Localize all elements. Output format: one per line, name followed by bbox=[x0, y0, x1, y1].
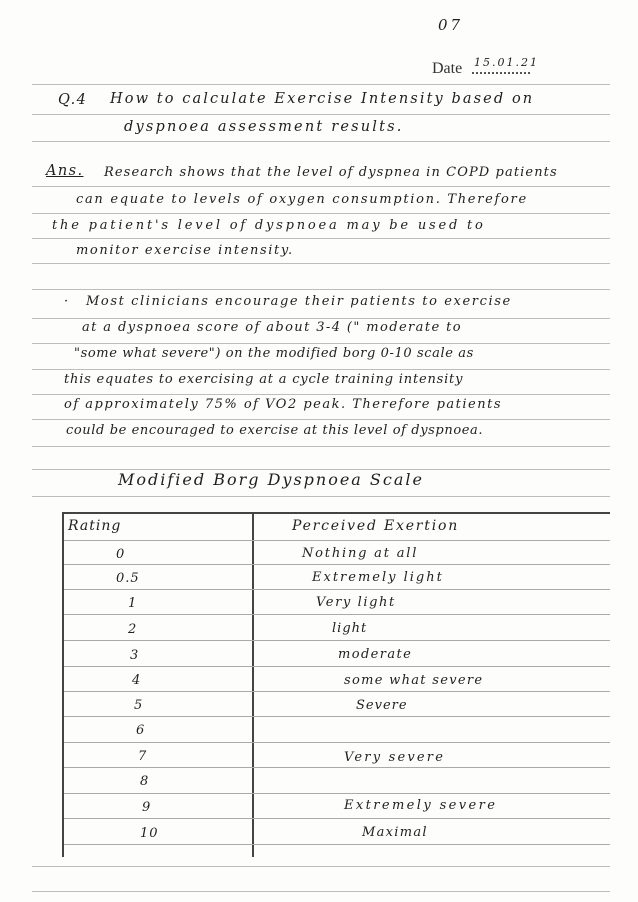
ruled-line bbox=[32, 114, 610, 115]
question-line: dyspnoea assessment results. bbox=[124, 119, 404, 135]
ruled-line bbox=[32, 446, 610, 447]
ruled-line bbox=[32, 496, 610, 497]
answer-line: the patient's level of dyspnoea may be used to bbox=[52, 218, 486, 233]
table-row-line bbox=[64, 640, 610, 641]
exertion-cell: Nothing at all bbox=[302, 546, 419, 561]
answer-line: of approximately 75% of VO2 peak. Therefore patients bbox=[64, 397, 502, 412]
question-line: How to calculate Exercise Intensity based on bbox=[110, 91, 535, 107]
ruled-line bbox=[32, 419, 610, 420]
rating-cell: 3 bbox=[130, 648, 140, 663]
rating-cell: 0 bbox=[116, 547, 126, 562]
exertion-cell: moderate bbox=[338, 647, 413, 662]
table-title: Modified Borg Dyspnoea Scale bbox=[118, 470, 424, 489]
ruled-line bbox=[32, 186, 610, 187]
answer-line: Research shows that the level of dyspnea in COPD patients bbox=[104, 165, 558, 180]
ruled-line bbox=[32, 369, 610, 370]
table-row-line bbox=[64, 589, 610, 590]
table-row-line bbox=[64, 540, 610, 541]
answer-line: at a dyspnoea score of about 3-4 (" moderate to bbox=[82, 320, 462, 335]
ruled-line bbox=[32, 263, 610, 264]
answer-line: Most clinicians encourage their patients to exercise bbox=[86, 294, 512, 309]
ruled-line bbox=[32, 866, 610, 867]
ruled-line bbox=[32, 238, 610, 239]
question-number: Q.4 bbox=[58, 92, 88, 108]
date-label: Date bbox=[432, 60, 463, 77]
answer-line: this equates to exercising at a cycle training intensity bbox=[64, 372, 464, 387]
ruled-line bbox=[32, 394, 610, 395]
rating-cell: 7 bbox=[138, 749, 148, 764]
rating-cell: 9 bbox=[142, 800, 152, 815]
table-row-line bbox=[64, 614, 610, 615]
page-number: 07 bbox=[438, 16, 464, 34]
date-dotted-line bbox=[472, 72, 530, 74]
rating-column-header: Rating bbox=[68, 518, 122, 534]
table-row-line bbox=[64, 767, 610, 768]
rating-cell: 6 bbox=[136, 723, 146, 738]
answer-line: "some what severe") on the modified borg 0-10 scale as bbox=[74, 346, 474, 361]
rating-cell: 0.5 bbox=[116, 571, 140, 586]
table-row-line bbox=[64, 742, 610, 743]
bullet-dot: · bbox=[64, 294, 70, 309]
answer-line: monitor exercise intensity. bbox=[76, 243, 294, 258]
answer-label: Ans. bbox=[46, 163, 84, 179]
ruled-line bbox=[32, 84, 610, 85]
ruled-line bbox=[32, 213, 610, 214]
table-row-line bbox=[64, 844, 610, 845]
exertion-cell: light bbox=[332, 621, 368, 636]
rating-cell: 10 bbox=[140, 826, 159, 841]
perceived-exertion-column-header: Perceived Exertion bbox=[292, 518, 460, 534]
table-row-line bbox=[64, 666, 610, 667]
ruled-line bbox=[32, 891, 610, 892]
exertion-cell: Very light bbox=[316, 595, 396, 610]
table-row-line bbox=[64, 818, 610, 819]
table-row-line bbox=[64, 793, 610, 794]
rating-cell: 8 bbox=[140, 774, 150, 789]
table-row-line bbox=[64, 716, 610, 717]
exertion-cell: some what severe bbox=[344, 673, 484, 688]
rating-cell: 4 bbox=[132, 673, 142, 688]
ruled-line bbox=[32, 141, 610, 142]
exertion-cell: Very severe bbox=[344, 750, 446, 765]
ruled-line bbox=[32, 343, 610, 344]
exertion-cell: Severe bbox=[356, 698, 408, 713]
answer-line: can equate to levels of oxygen consumption. Therefore bbox=[76, 192, 528, 207]
exertion-cell: Maximal bbox=[362, 825, 428, 840]
exertion-cell: Extremely light bbox=[312, 570, 444, 585]
exertion-cell: Extremely severe bbox=[344, 798, 498, 813]
answer-line: could be encouraged to exercise at this level of dyspnoea. bbox=[66, 423, 484, 438]
rating-cell: 2 bbox=[128, 622, 138, 637]
ruled-line bbox=[32, 318, 610, 319]
table-top-border bbox=[62, 512, 610, 514]
table-row-line bbox=[64, 691, 610, 692]
ruled-line bbox=[32, 289, 610, 290]
rating-cell: 5 bbox=[134, 698, 144, 713]
date-value: 15.01.21 bbox=[474, 56, 539, 69]
rating-cell: 1 bbox=[128, 596, 138, 611]
table-row-line bbox=[64, 564, 610, 565]
